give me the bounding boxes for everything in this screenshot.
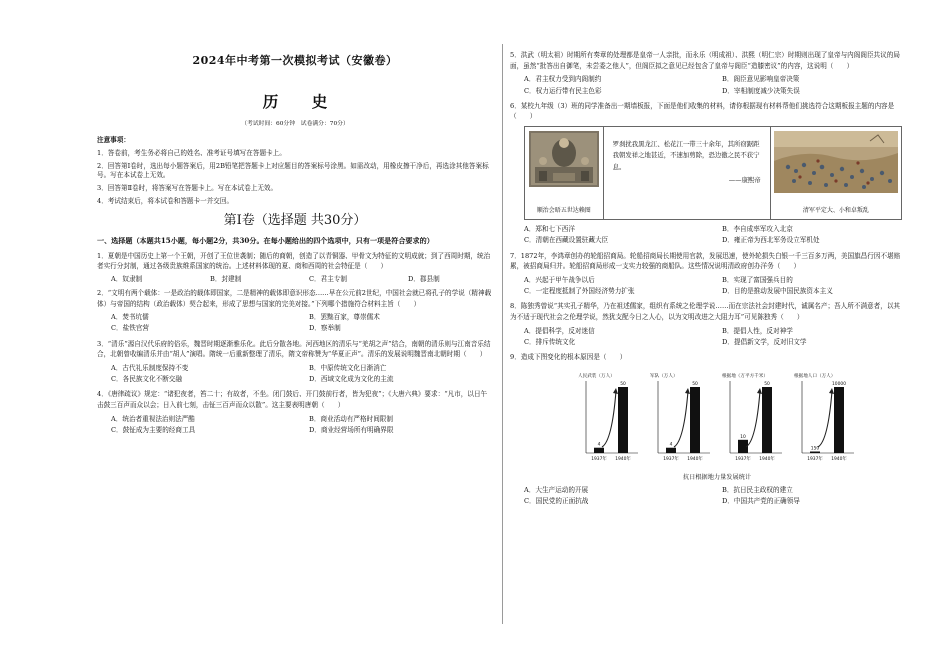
bar — [834, 387, 844, 453]
axis-label: 人民武装（万人） — [578, 373, 615, 379]
option-b[interactable]: B．提倡人性，反对神学 — [722, 326, 793, 335]
arrow-head — [757, 388, 762, 394]
option-c[interactable]: C．君主专制 — [309, 274, 348, 283]
tick-label: 1940年 — [831, 456, 847, 462]
tick-label: 1940年 — [615, 456, 631, 462]
question-stem: 5．洪武（明太祖）时期所有奏章的处理都是皇帝一人亲批，而永乐（明成祖）、洪熙（明仁宗）时期则出现了皇帝与内阁阁臣共议的局面，虽然“批答出自御笔，未尝委之他人”，但阁臣拟之意见已经包含了皇帝与阁臣“造膝密议”的内容，这说明（ ） — [510, 51, 900, 70]
question-stem: 9．造成下图变化的根本原因是（ ） — [510, 353, 627, 361]
arrow-head — [829, 388, 834, 394]
options — [510, 485, 906, 507]
option-c[interactable]: C．国民党的正面抗战 — [524, 497, 589, 506]
option-d[interactable]: D．目的是推动发展中国民族资本主义 — [722, 287, 833, 296]
notice-item: 4．考试结束后，将本试卷和答题卡一并交回。 — [97, 196, 234, 205]
data-label: 10000 — [832, 381, 846, 387]
material-right — [770, 127, 901, 219]
options — [510, 275, 906, 297]
question-9 — [510, 352, 906, 507]
option-b[interactable]: B．商业活动有严格时间限制 — [309, 414, 393, 423]
bar — [666, 447, 676, 452]
question-stem: 7．1872年，李鸿章创办的轮船招商局。轮船招商局长期使用官款，发展迅速，使外轮损失白银一千三百多万两，美国旗昌行因不堪赔累，被招商局归并。轮船招商局形成一支实力较强的商船队。这些情况说明清政府创办洋务（ ） — [510, 251, 901, 271]
notice-item: 1．答卷前，考生务必将自己的姓名、准考证号填写在答题卡上。 — [97, 148, 286, 157]
arrow-head — [613, 388, 618, 394]
option-b[interactable]: B．封建制 — [210, 274, 242, 283]
axis-label: 根据地（万平方千米） — [722, 373, 768, 379]
data-label: 4 — [669, 442, 673, 448]
quote-text — [607, 131, 767, 186]
option-d[interactable]: D．察举制 — [309, 324, 341, 333]
chart — [572, 369, 862, 482]
growth-arrow — [674, 391, 688, 447]
option-a[interactable]: A．统治者重视法治则法严酷 — [111, 414, 195, 423]
question-stem: 3．“清乐”源自汉代乐府的俗乐，魏晋时期逐渐雅乐化。此后分散各地。河西地区的清乐与“羌胡之声”结合，南朝的清乐则与江南音乐结合，北朝曾收编清乐并由“胡人”演唱。隋统一后重新整理了清乐，隋文帝称赞为“华夏正声”。清乐的发展说明魏晋南北朝时期（ ） — [97, 339, 491, 359]
options — [97, 275, 493, 284]
left-column — [97, 0, 493, 672]
material-left — [525, 127, 603, 219]
tick-label: 1940年 — [759, 456, 775, 462]
option-a[interactable]: A．君主权力受到内阁制约 — [524, 75, 602, 84]
option-a[interactable]: A．大生产运动的开展 — [524, 486, 589, 495]
bar — [810, 451, 820, 453]
exam-meta: （考试时间：60分钟 试卷满分：70分） — [241, 121, 349, 128]
question-1 — [97, 251, 493, 284]
question-6 — [510, 101, 906, 247]
option-a[interactable]: A．提倡科学，反对迷信 — [524, 326, 595, 335]
options — [97, 363, 493, 385]
bar — [762, 387, 772, 453]
data-label: 10 — [740, 434, 746, 440]
axis-label: 军队（万人） — [650, 373, 678, 379]
tick-label: 1940年 — [687, 456, 703, 462]
option-a[interactable]: A．兴起于甲午战争以后 — [524, 275, 595, 284]
tick-label: 1937年 — [663, 456, 679, 462]
growth-arrow — [602, 391, 616, 447]
battle-painting-image — [774, 131, 898, 193]
option-a[interactable]: A．奴隶制 — [111, 274, 143, 283]
question-stem: 4．《唐律疏议》规定：“诸犯夜者，笞二十；有故者，不坐。闭门鼓后、开门鼓前行者，皆为犯夜”；《大唐六典》要求：“凡市，以日午击鼓三百声而众以会；日入前七刻，击钲三百声而众以散”。这主要表明唐朝（ ） — [97, 390, 488, 410]
options — [97, 414, 493, 436]
notice-item: 2．回答第Ⅰ卷时，选出每小题答案后，用2B铅笔把答题卡上对应题目的答案标号涂黑。如需改动，用橡皮擦干净后，再选涂其他答案标号。写在本试卷上无效。 — [97, 161, 489, 179]
chart-title: 抗日根据地力量发展统计 — [682, 473, 752, 481]
option-b[interactable]: B．罢黜百家，尊崇儒术 — [309, 313, 380, 322]
chart-svg — [572, 369, 862, 469]
right-column — [510, 0, 906, 672]
question-5 — [510, 50, 906, 97]
question-stem: 1．夏朝是中国历史上第一个王朝，开创了王位世袭制；随后的商朝，创造了以青铜器、甲骨文为特征的文明成就；到了西周时期，统治者实行分封制，通过各级贵族维系国家的统治。上述材料体现的夏、商和西周的社会特征是（ ） — [97, 251, 491, 271]
column-divider — [502, 44, 503, 624]
option-a[interactable]: A．古代礼乐制度保持不变 — [111, 363, 189, 372]
question-2 — [97, 288, 493, 335]
bar — [594, 447, 604, 452]
bar — [618, 387, 628, 453]
notice-heading: 注意事项： — [97, 135, 130, 144]
option-c[interactable]: C．清朝在西藏设置驻藏大臣 — [524, 236, 609, 245]
option-d[interactable]: D．宰相制度减少决策失误 — [722, 86, 800, 95]
exam-title: 2024年中考第一次模拟考试（安徽卷） — [192, 54, 398, 67]
bar — [690, 387, 700, 453]
question-8 — [510, 301, 906, 348]
subject-title: 历 史 — [262, 91, 342, 111]
growth-arrow — [818, 391, 832, 447]
option-c[interactable]: C．权力运行带有民主色彩 — [524, 86, 602, 95]
arrow-head — [685, 388, 690, 394]
data-label: 50 — [692, 381, 698, 387]
material-quote — [603, 127, 770, 219]
quote-body: 罗刹扰我黑龙江、松花江一带三十余年，其所窃踞距我朝发祥之地甚近，不速加剪除，恐边徼之民不获宁息。 — [612, 140, 760, 171]
option-b[interactable]: B．实现了富国强兵目的 — [722, 275, 793, 284]
mural-image — [529, 131, 599, 187]
option-d[interactable]: D．提倡新文学，反对旧文学 — [722, 337, 807, 346]
growth-arrow — [746, 391, 760, 447]
question-stem: 6．某校九年级（3）班的同学准备出一期墙板报，下面是他们收集的材料，请你根据现有材料帮他们挑选符合这期板报主题的内容是（ ） — [510, 101, 895, 121]
options — [97, 312, 493, 334]
option-c[interactable]: C．鼓钲成为主要的经商工具 — [111, 425, 196, 434]
data-label: 150 — [810, 446, 820, 452]
tick-label: 1937年 — [807, 456, 823, 462]
part-title: 第Ⅰ卷（选择题 共30分） — [223, 212, 367, 228]
options — [510, 74, 906, 96]
option-b[interactable]: B．抗日民主政权的建立 — [722, 486, 793, 495]
axis-label: 根据地人口（万人） — [794, 373, 836, 379]
option-c[interactable]: C．排斥传统文化 — [524, 337, 576, 346]
option-b[interactable]: B．阁臣意见影响皇帝决策 — [722, 75, 800, 84]
question-4 — [97, 389, 493, 436]
data-label: 50 — [620, 381, 626, 387]
material-figure-row — [524, 126, 902, 220]
data-label: 50 — [764, 381, 770, 387]
option-b[interactable]: B．李自成率军攻入北京 — [722, 225, 793, 234]
option-a[interactable]: A．郑和七下西洋 — [524, 225, 575, 234]
question-stem: 2．“文明有两个载体：一是政治的载体即国家，二是精神的载体即意识形态……早在公元前2世纪，中国社会就已将孔子的学说（精神载体）与帝国的结构（政治载体）契合起来，形成了思想与国家的完美对接。”下列哪个措施符合材料主旨（ ） — [97, 288, 492, 308]
notice-item: 3．回答第Ⅱ卷时，将答案写在答题卡上。写在本试卷上无效。 — [97, 183, 278, 192]
options — [510, 224, 906, 246]
right-caption: 清军平定大、小和卓叛乱 — [802, 206, 869, 214]
options — [510, 326, 906, 348]
option-d[interactable]: D．中国共产党的正确领导 — [722, 497, 800, 506]
question-7 — [510, 251, 906, 298]
option-c[interactable]: C．各民族文化不断交融 — [111, 375, 182, 384]
option-b[interactable]: B．中原传统文化日渐消亡 — [309, 363, 387, 372]
quote-author: ——康熙帝 — [728, 175, 761, 184]
data-label: 4 — [597, 442, 601, 448]
option-d[interactable]: D．商业经营场所有明确界限 — [309, 425, 394, 434]
section-instruction: 一、选择题（本题共15小题，每小题2分，共30分。在每小题给出的四个选项中，只有一项是符合要求的） — [97, 236, 434, 246]
option-d[interactable]: D．雍正帝为西北军务设立军机处 — [722, 236, 820, 245]
option-a[interactable]: A．焚书坑儒 — [111, 313, 149, 322]
option-d[interactable]: D．郡县制 — [408, 274, 440, 283]
left-caption: 顺治会晤五世达赖图 — [536, 206, 591, 214]
tick-label: 1937年 — [591, 456, 607, 462]
question-stem: 8．陈独秀曾说“其实孔子精华，乃在祖述儒家，组织有系统之伦理学说……而在宗法社会封建时代，诚属名产；吾人所不满意者，以其为不适于现代社会之伦理学说，然犹支配今日之人心，以为文明改进之大阻力耳”可见陈独秀（ ） — [510, 302, 901, 321]
option-c[interactable]: C．一定程度抵制了外国经济势力扩张 — [524, 287, 635, 296]
tick-label: 1937年 — [735, 456, 751, 462]
option-d[interactable]: D．西域文化成为文化的主流 — [309, 375, 394, 384]
question-3 — [97, 339, 493, 386]
option-c[interactable]: C．盐铁官营 — [111, 324, 150, 333]
